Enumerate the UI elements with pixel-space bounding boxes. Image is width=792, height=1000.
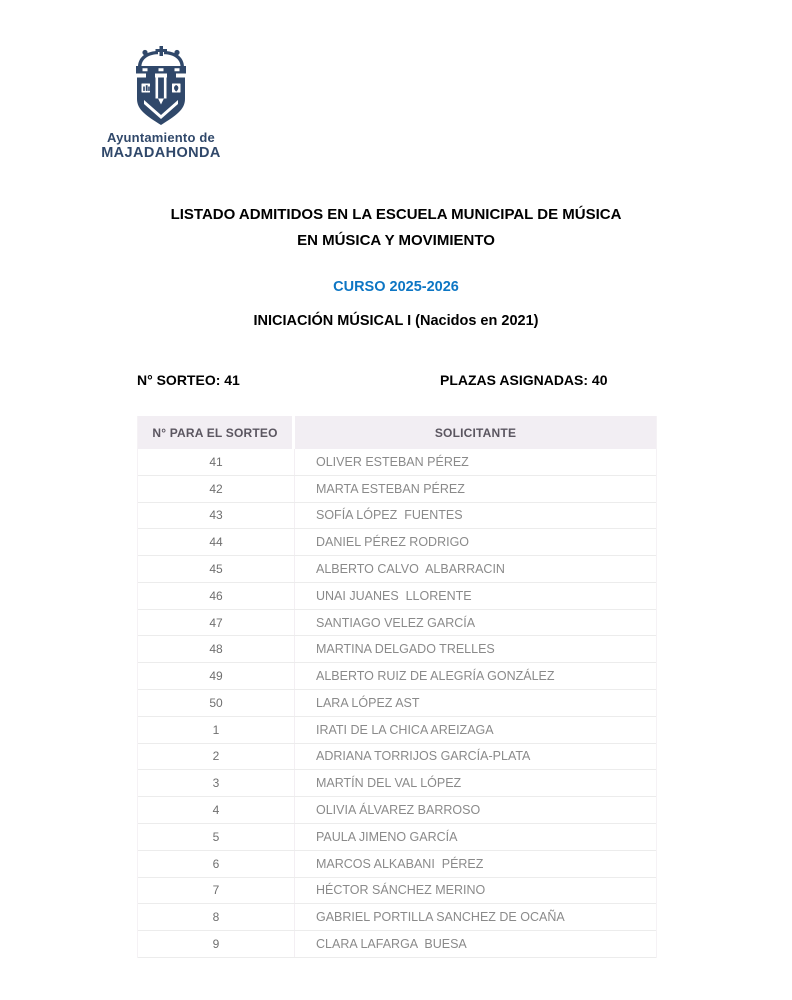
solicitante-cell: OLIVIA ÁLVAREZ BARROSO — [316, 803, 481, 818]
table-row — [138, 503, 656, 530]
table-row — [138, 878, 656, 905]
course-label: CURSO 2025-2026 — [333, 279, 459, 295]
solicitante-cell: SOFÍA LÓPEZ FUENTES — [316, 508, 463, 523]
sorteo-number-cell: 9 — [138, 931, 295, 957]
solicitante-cell: OLIVER ESTEBAN PÉREZ — [316, 454, 469, 469]
sorteo-number-cell: 44 — [138, 529, 295, 555]
plazas-asignadas-label: PLAZAS ASIGNADAS: 40 — [440, 372, 608, 388]
sorteo-number-cell: 4 — [138, 797, 295, 823]
solicitante-cell: DANIEL PÉREZ RODRIGO — [316, 535, 470, 550]
solicitante-cell: ALBERTO CALVO ALBARRACIN — [316, 562, 505, 577]
admitted-table — [137, 416, 657, 958]
sorteo-number-cell: 8 — [138, 904, 295, 930]
solicitante-cell: MARCOS ALKABANI PÉREZ — [316, 856, 484, 871]
solicitante-cell: MARTA ESTEBAN PÉREZ — [316, 481, 465, 496]
org-name: MAJADAHONDA — [101, 145, 221, 161]
table-row — [138, 931, 656, 958]
solicitante-cell: SANTIAGO VELEZ GARCÍA — [316, 615, 476, 630]
header-sorteo-number: N° PARA EL SORTEO — [138, 416, 295, 449]
solicitante-cell: CLARA LAFARGA BUESA — [316, 936, 467, 951]
sorteo-number-cell: 42 — [138, 476, 295, 502]
document-title-line1: LISTADO ADMITIDOS EN LA ESCUELA MUNICIPAL DE MÚSICA — [170, 206, 622, 223]
sorteo-number-cell: 43 — [138, 503, 295, 529]
table-row — [138, 851, 656, 878]
solicitante-cell: PAULA JIMENO GARCÍA — [316, 829, 458, 844]
table-row — [138, 690, 656, 717]
table-row — [138, 449, 656, 476]
table-row — [138, 770, 656, 797]
table-row — [138, 476, 656, 503]
table-body — [138, 449, 656, 958]
solicitante-cell: IRATI DE LA CHICA AREIZAGA — [316, 722, 494, 737]
sorteo-number-cell: 5 — [138, 824, 295, 850]
solicitante-cell: MARTÍN DEL VAL LÓPEZ — [316, 776, 462, 791]
solicitante-cell: GABRIEL PORTILLA SANCHEZ DE OCAÑA — [316, 910, 565, 925]
solicitante-cell: HÉCTOR SÁNCHEZ MERINO — [316, 883, 486, 898]
sorteo-number-cell: 45 — [138, 556, 295, 582]
table-row — [138, 636, 656, 663]
sorteo-number-cell: 6 — [138, 851, 295, 877]
sorteo-number-label: N° SORTEO: 41 — [137, 372, 240, 388]
table-row — [138, 744, 656, 771]
table-row — [138, 797, 656, 824]
table-row — [138, 529, 656, 556]
solicitante-cell: LARA LÓPEZ AST — [316, 695, 420, 710]
table-row — [138, 610, 656, 637]
solicitante-cell: ADRIANA TORRIJOS GARCÍA-PLATA — [316, 749, 531, 764]
sorteo-number-cell: 49 — [138, 663, 295, 689]
municipality-logo — [100, 46, 222, 161]
sorteo-number-cell: 41 — [138, 449, 295, 475]
solicitante-cell: ALBERTO RUIZ DE ALEGRÍA GONZÁLEZ — [316, 669, 555, 684]
sorteo-number-cell: 2 — [138, 744, 295, 770]
table-row — [138, 556, 656, 583]
sorteo-number-cell: 50 — [138, 690, 295, 716]
table-row — [138, 824, 656, 851]
solicitante-cell: UNAI JUANES LLORENTE — [316, 588, 472, 603]
sorteo-number-cell: 7 — [138, 878, 295, 904]
sorteo-number-cell: 46 — [138, 583, 295, 609]
coat-of-arms-icon — [125, 46, 197, 128]
table-row — [138, 663, 656, 690]
sorteo-number-cell: 3 — [138, 770, 295, 796]
section-label: INICIACIÓN MÚSICAL I (Nacidos en 2021) — [253, 313, 539, 329]
header-solicitante: SOLICITANTE — [434, 425, 517, 440]
sorteo-number-cell: 48 — [138, 636, 295, 662]
table-header-row — [138, 416, 656, 449]
org-name-prefix: Ayuntamiento de — [107, 130, 215, 145]
sorteo-number-cell: 1 — [138, 717, 295, 743]
table-row — [138, 583, 656, 610]
sorteo-number-cell: 47 — [138, 610, 295, 636]
table-row — [138, 904, 656, 931]
table-row — [138, 717, 656, 744]
solicitante-cell: MARTINA DELGADO TRELLES — [316, 642, 495, 657]
document-title-line2: EN MÚSICA Y MOVIMIENTO — [297, 232, 495, 249]
